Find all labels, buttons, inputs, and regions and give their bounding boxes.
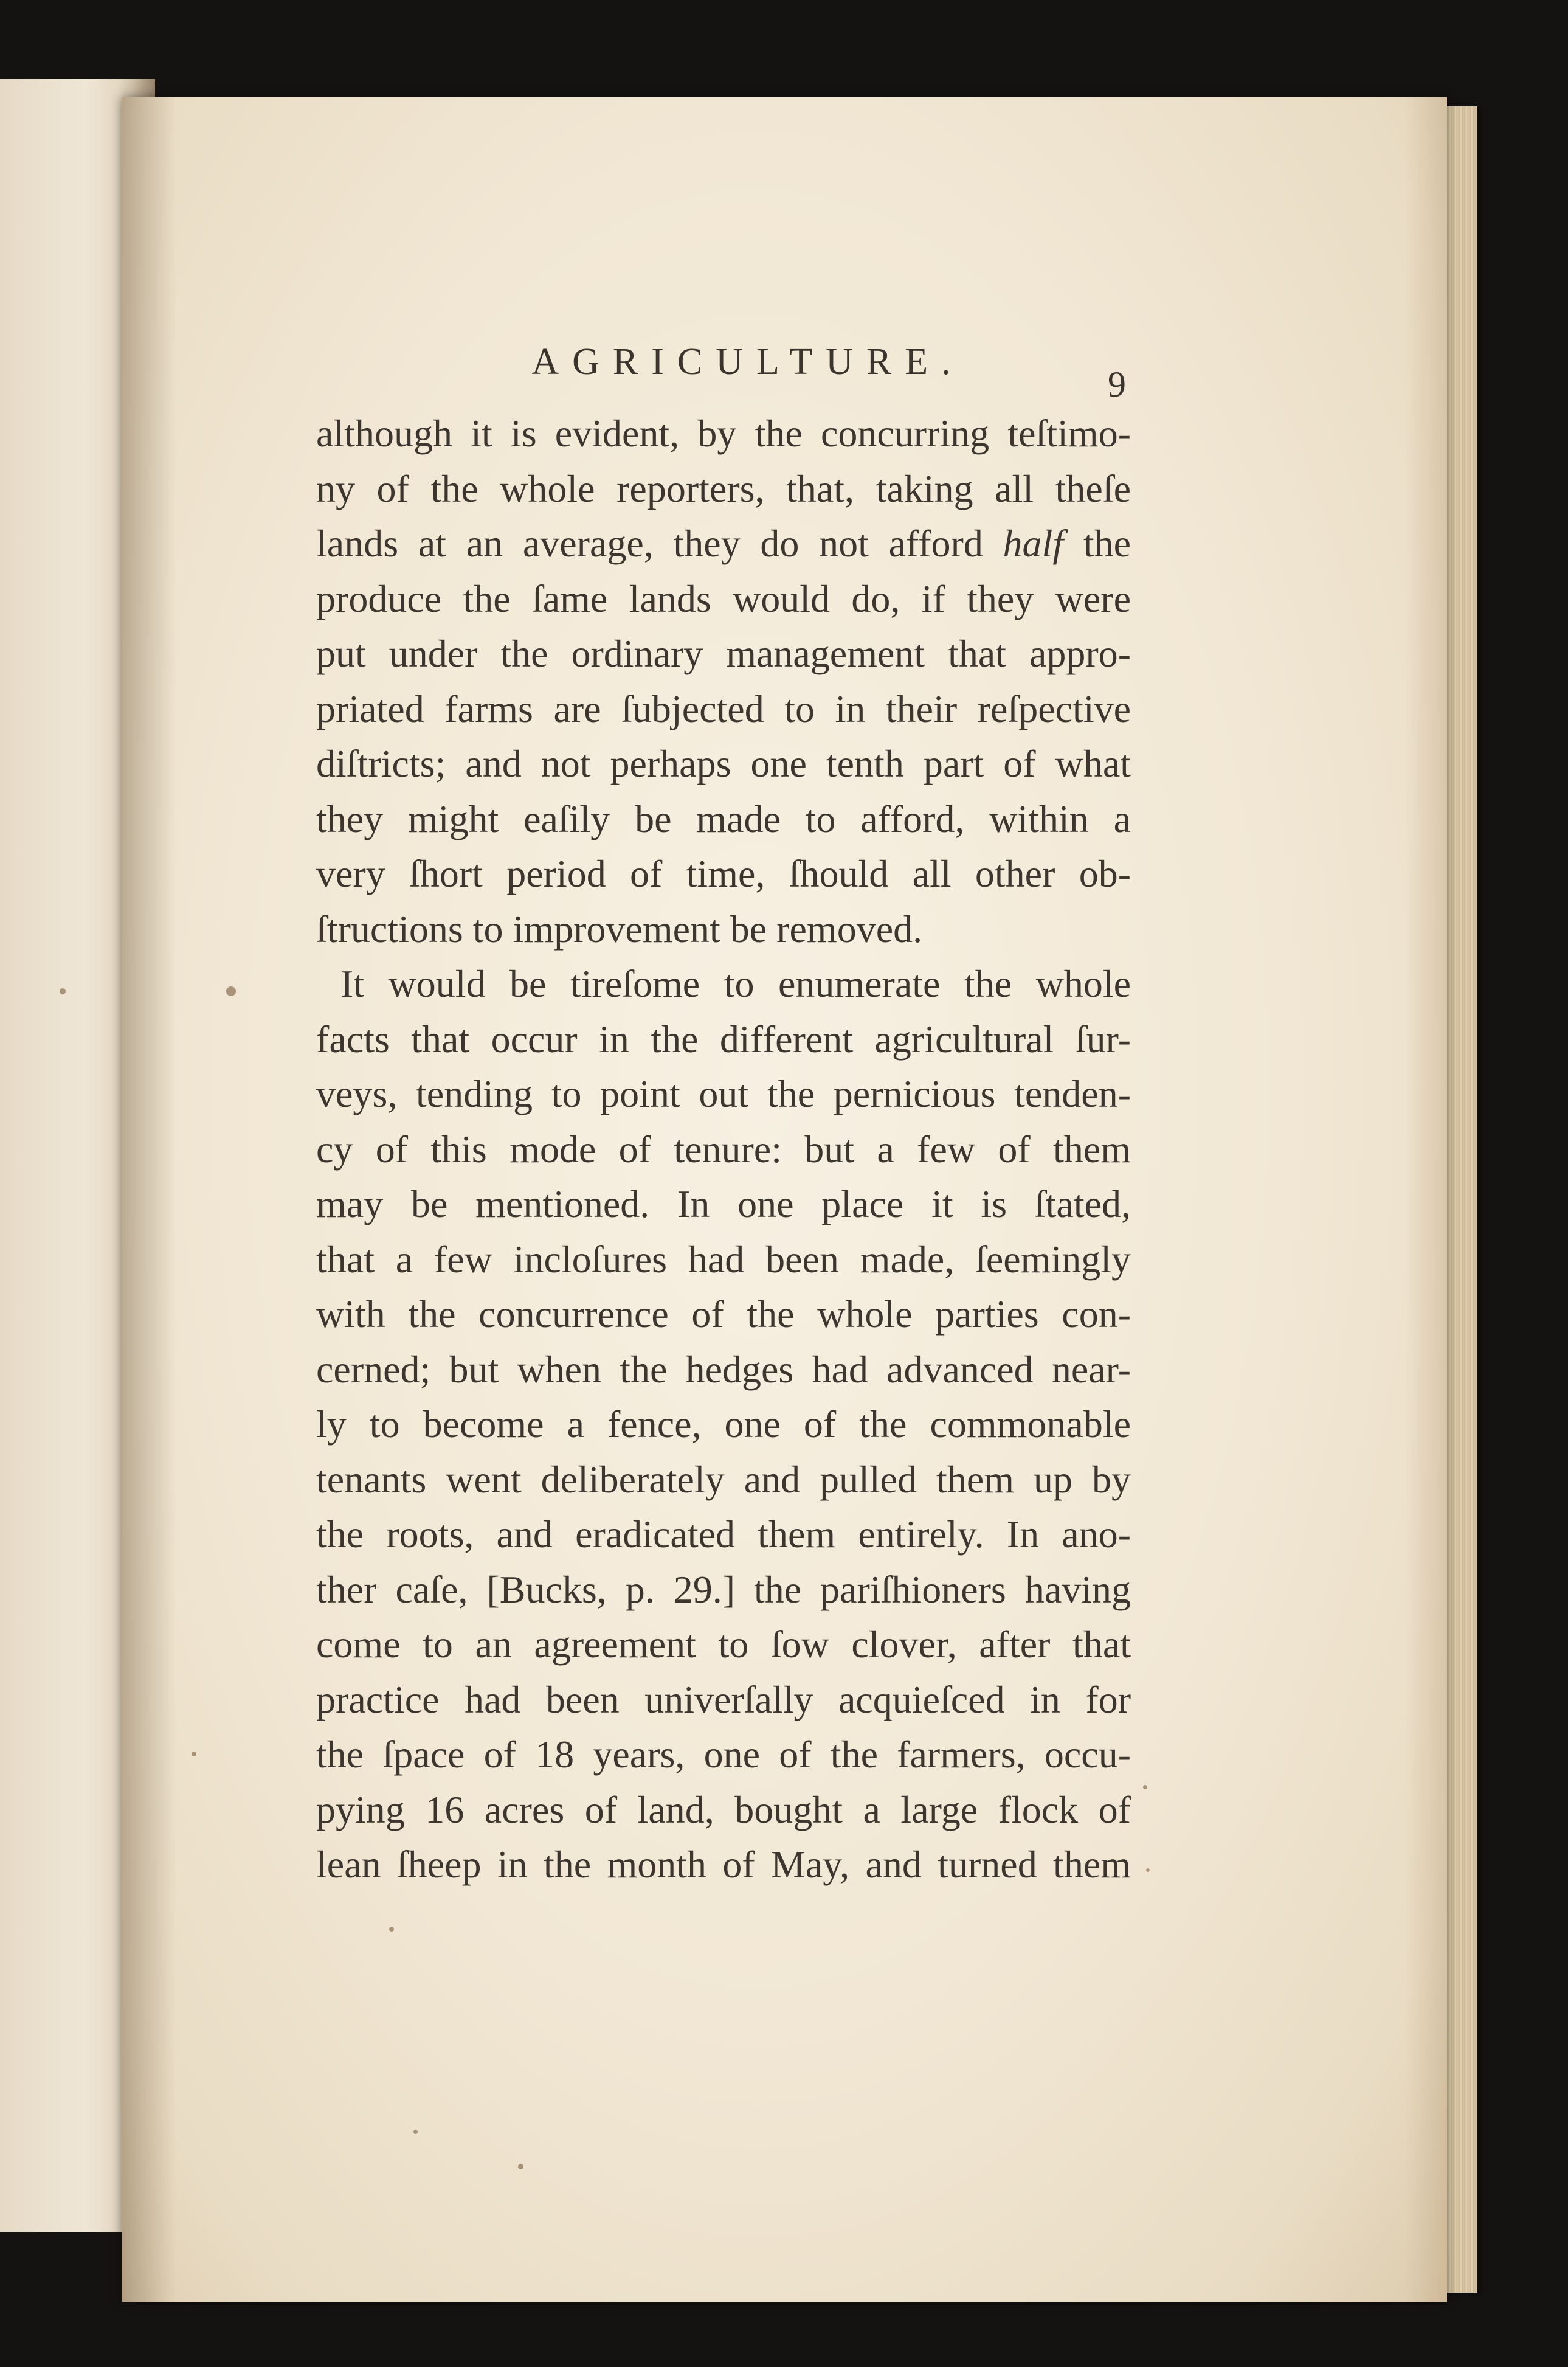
text-line: very ſhort period of time, ſhould all other ob- (316, 852, 1131, 895)
text-line: ſtructions to improvement be removed. (316, 907, 923, 951)
paragraph-start-line: It would be tireſome to enumerate the whole (340, 962, 1131, 1005)
text-line: with the concurrence of the whole parties con- (316, 1292, 1131, 1336)
italic-word: half (1003, 522, 1064, 565)
ink-speck (518, 2164, 523, 2169)
text-line: facts that occur in the different agricultural ſur- (316, 1017, 1131, 1061)
text-fragment: the (1063, 522, 1131, 565)
text-line: diſtricts; and not perhaps one tenth part of what (316, 742, 1131, 785)
text-line: produce the ſame lands would do, if they were (316, 577, 1131, 620)
text-line: they might eaſily be made to afford, within a (316, 797, 1131, 840)
page-number: 9 (1108, 364, 1126, 404)
text-line: that a few incloſures had been made, ſeemingly (316, 1237, 1131, 1281)
text-line: come to an agreement to ſow clover, after that (316, 1623, 1131, 1666)
ink-speck (389, 1927, 394, 1932)
ink-speck (413, 2130, 418, 2134)
text-line (316, 516, 1131, 572)
ink-speck (1146, 1868, 1150, 1872)
text-line: may be mentioned. In one place it is ſtated, (316, 1182, 1131, 1225)
text-line: cy of this mode of tenure: but a few of them (316, 1127, 1131, 1171)
text-line: lean ſheep in the month of May, and turned them (316, 1843, 1131, 1886)
text-line: tenants went deliberately and pulled them up by (316, 1457, 1131, 1501)
ink-speck (60, 988, 66, 994)
text-line: the ſpace of 18 years, one of the farmers, occu- (316, 1733, 1131, 1776)
text-line: the roots, and eradicated them entirely. In ano- (316, 1513, 1131, 1556)
text-line: pying 16 acres of land, bought a large flock of (316, 1787, 1131, 1831)
ink-speck (192, 1752, 196, 1756)
page-edge-tone (1404, 97, 1447, 2302)
text-line: veys, tending to point out the pernicious tenden- (316, 1072, 1131, 1115)
text-line: ther caſe, [Bucks, p. 29.] the pariſhioners having (316, 1567, 1131, 1611)
text-line: practice had been univerſally acquieſced in for (316, 1677, 1131, 1721)
body-text (316, 406, 1131, 1893)
text-line: although it is evident, by the concurring teſtimo- (316, 412, 1131, 455)
text-line: ly to become a fence, one of the commonable (316, 1402, 1131, 1446)
ink-speck (1143, 1785, 1147, 1789)
text-line: put under the ordinary management that appro- (316, 632, 1131, 675)
text-line: priated farms are ſubjected to in their reſpective (316, 687, 1131, 730)
running-head: AGRICULTURE. (531, 341, 964, 383)
text-fragment: lands at an average, they do not afford (316, 522, 1003, 565)
text-line: ny of the whole reporters, that, taking all theſe (316, 466, 1131, 510)
text-line: cerned; but when the hedges had advanced near- (316, 1347, 1131, 1391)
gutter-shadow (122, 97, 176, 2302)
ink-speck (226, 986, 236, 996)
